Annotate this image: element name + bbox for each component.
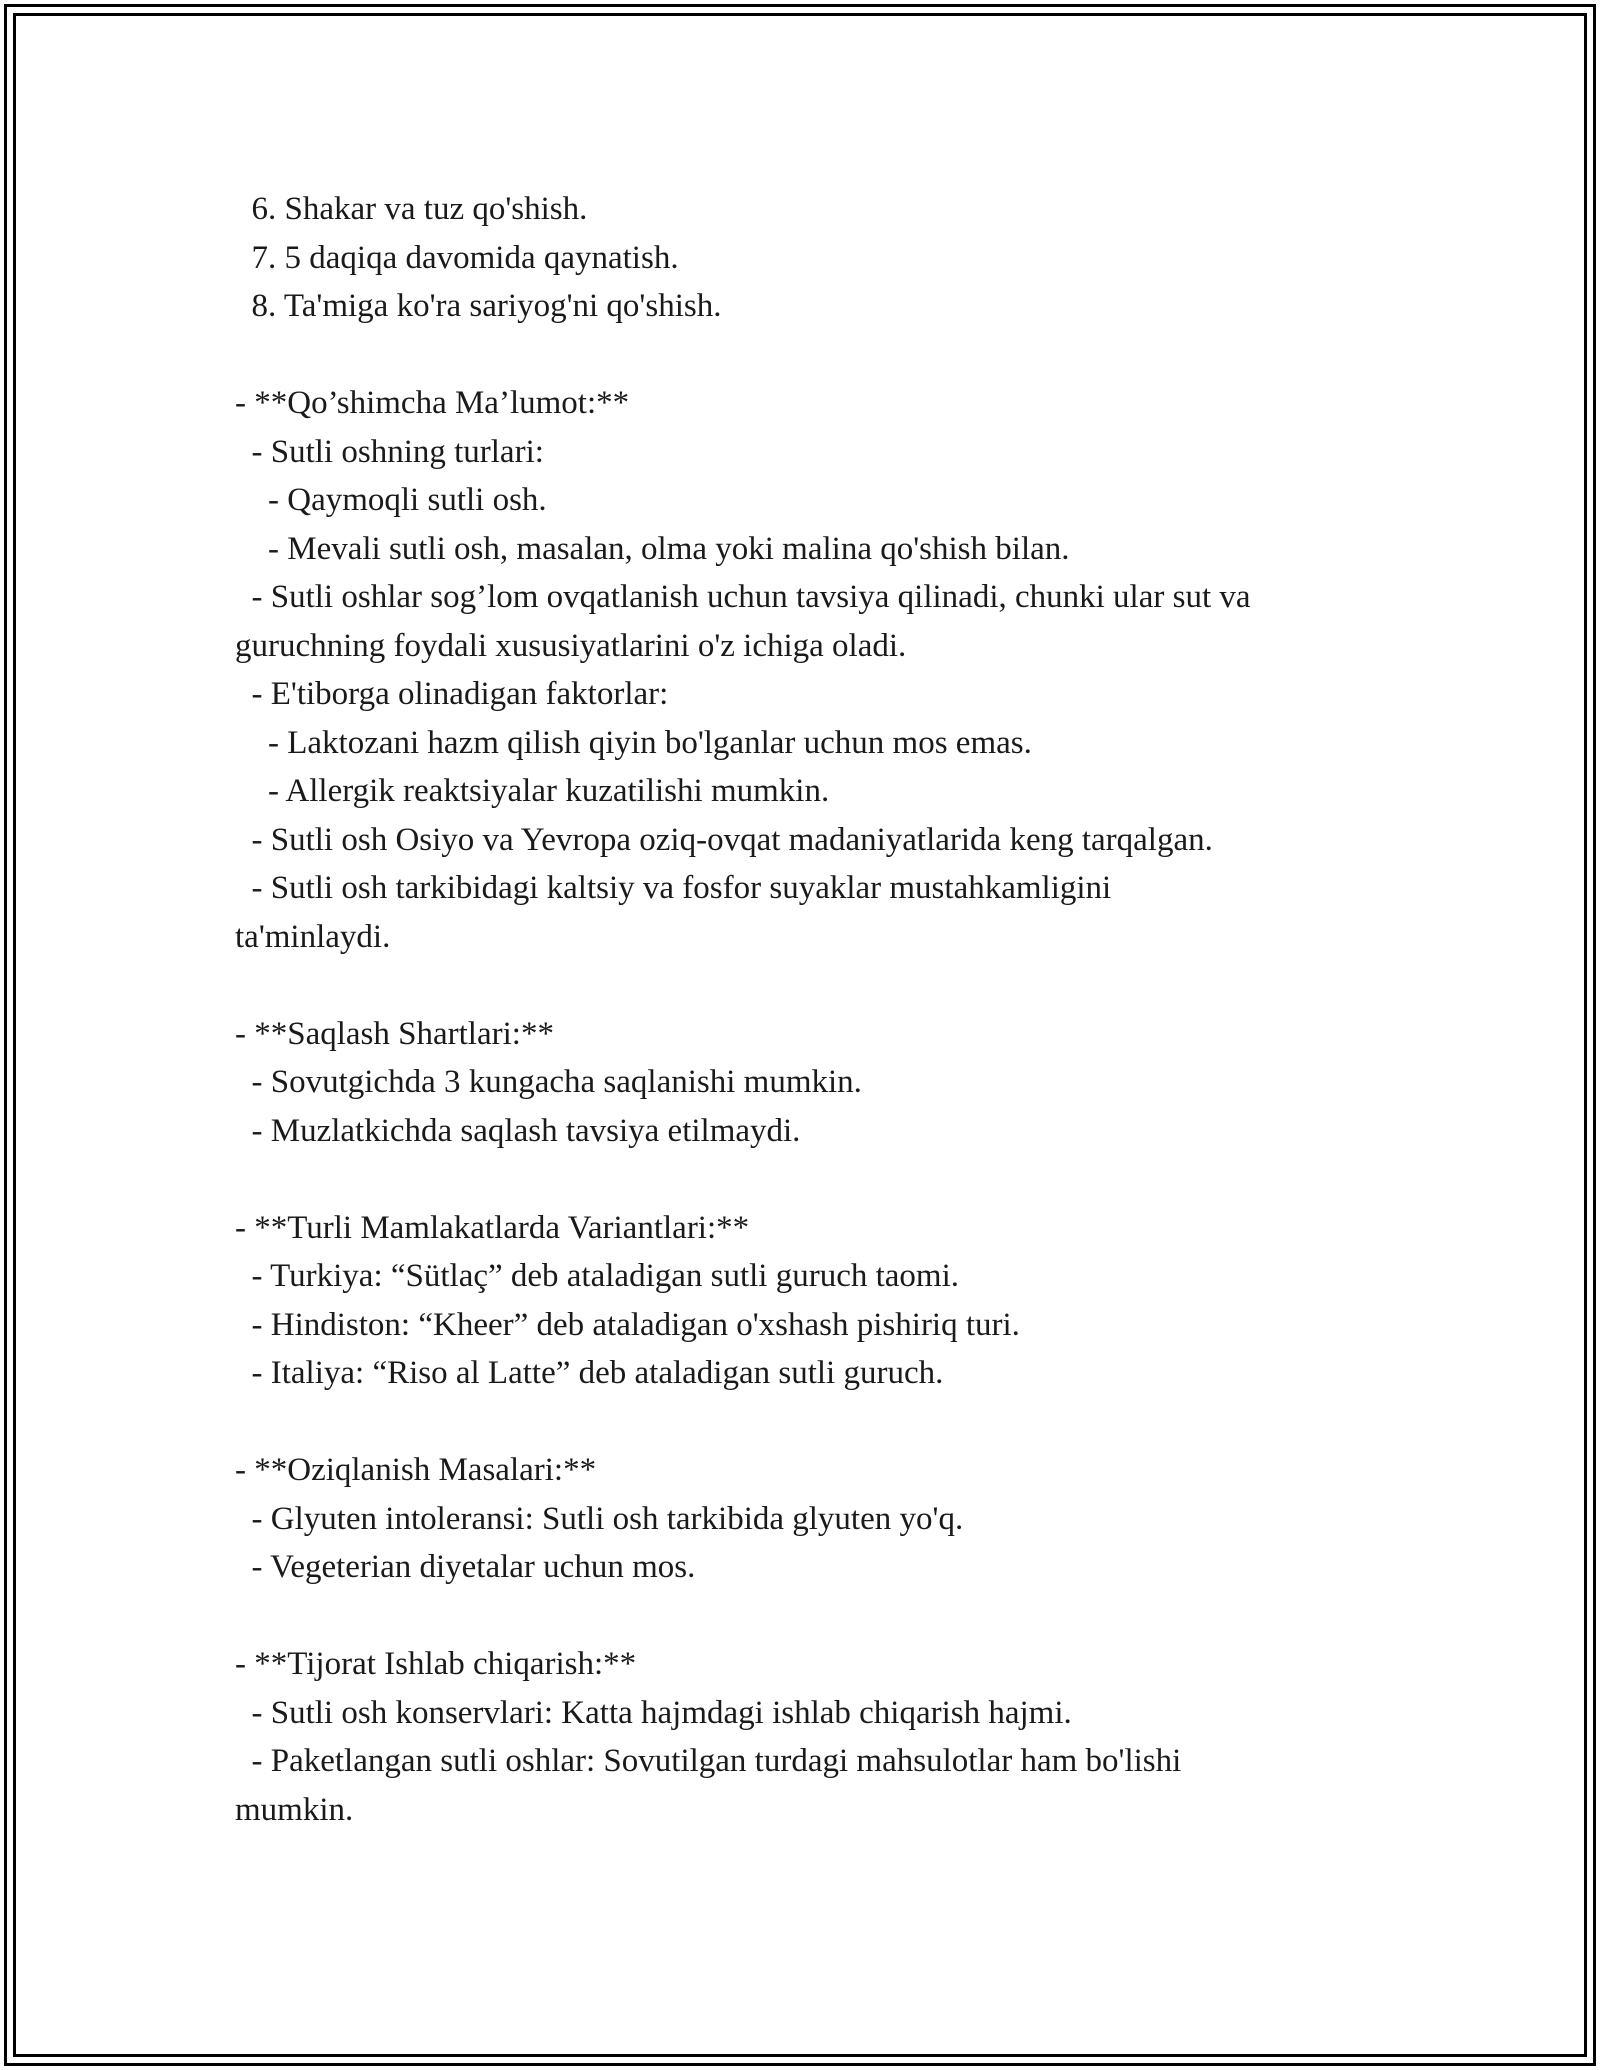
text-line: - Allergik reaktsiyalar kuzatilishi mumkin. (235, 773, 830, 809)
text-line: - Vegeterian diyetalar uchun mos. (235, 1549, 696, 1585)
text-line: - Glyuten intoleransi: Sutli osh tarkibida glyuten yo'q. (235, 1500, 964, 1537)
text-line: 6. Shakar va tuz qo'shish. (235, 191, 588, 227)
blank-line (235, 1592, 1385, 1641)
text-line: - Sutli oshning turlari: (235, 433, 544, 470)
text-line: - E'tiborga olinadigan faktorlar: (235, 676, 669, 712)
blank-line (235, 331, 1385, 380)
text-line: - **Saqlash Shartlari:** (235, 1015, 554, 1052)
text-line: - Paketlangan sutli oshlar: Sovutilgan turdagi mahsulotlar ham bo'lishi (235, 1743, 1182, 1779)
text-line: - Sutli osh Osiyo va Yevropa oziq-ovqat madaniyatlarida keng tarqalgan. (235, 821, 1213, 858)
text-line: 8. Ta'miga ko'ra sariyog'ni qo'shish. (235, 288, 722, 324)
text-line: - Sovutgichda 3 kungacha saqlanishi mumkin. (235, 1064, 862, 1100)
blank-line (235, 1398, 1385, 1447)
text-line: - **Qo’shimcha Ma’lumot:** (235, 385, 630, 421)
text-line: - Sutli osh tarkibidagi kaltsiy va fosfor suyaklar mustahkamligini (235, 870, 1112, 906)
text-line: - Turkiya: “Sütlaç” deb ataladigan sutli guruch taomi. (235, 1258, 960, 1294)
text-line: mumkin. (235, 1791, 354, 1828)
text-line: - **Tijorat Ishlab chiqarish:** (235, 1646, 637, 1682)
text-line: - Sutli oshlar sog’lom ovqatlanish uchun tavsiya qilinadi, chunki ular sut va (235, 579, 1251, 615)
document-body (235, 185, 1385, 1834)
text-line: - **Turli Mamlakatlarda Variantlari:** (235, 1209, 750, 1246)
text-line: - Muzlatkichda saqlash tavsiya etilmaydi. (235, 1112, 801, 1149)
text-line: ta'minlaydi. (235, 918, 391, 955)
blank-line (235, 961, 1385, 1010)
text-line: - Laktozani hazm qilish qiyin bo'lganlar uchun mos emas. (235, 724, 1032, 761)
text-line: - Italiya: “Riso al Latte” deb ataladigan sutli guruch. (235, 1355, 944, 1391)
text-line: 7. 5 daqiqa davomida qaynatish. (235, 239, 679, 276)
text-line: - Mevali sutli osh, masalan, olma yoki malina qo'shish bilan. (235, 530, 1070, 567)
text-line: - Sutli osh konservlari: Katta hajmdagi ishlab chiqarish hajmi. (235, 1694, 1072, 1731)
text-line: - **Oziqlanish Masalari:** (235, 1452, 597, 1488)
text-line: guruchning foydali xususiyatlarini o'z ichiga oladi. (235, 627, 907, 664)
blank-line (235, 1155, 1385, 1204)
text-line: - Hindiston: “Kheer” deb ataladigan o'xshash pishiriq turi. (235, 1306, 1020, 1343)
text-line: - Qaymoqli sutli osh. (235, 482, 547, 518)
